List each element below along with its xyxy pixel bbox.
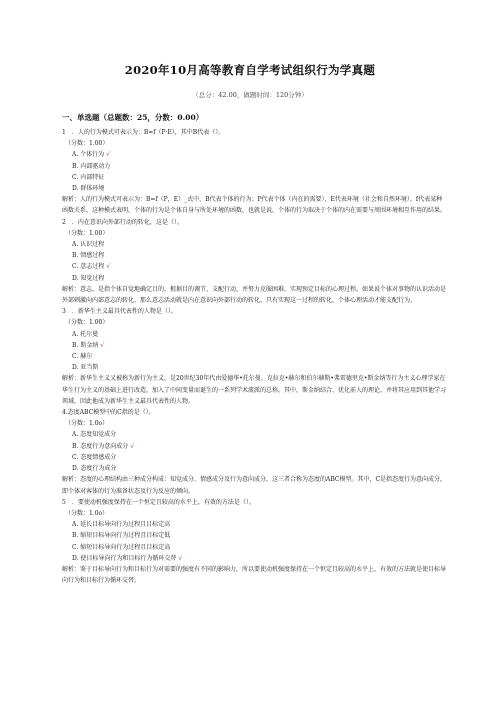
answer-option [62,329,447,340]
answer-option [62,463,447,474]
question-stem: 4.态度ABC模型中的C指的是（）。 [62,409,155,417]
answer-option-text: D. 态度行为成分 [72,465,117,473]
correct-check-icon: √ [100,341,105,349]
question-score: （分数：1.00） [65,140,109,148]
question-stem: 5 ．要使动机强度保持在一个恒定且较高的水平上，有效的方法是（）。 [62,498,255,506]
answer-option-text: C. 缩短目标导向行为过程且目标定高 [72,543,171,551]
answer-explanation: 解析：鉴于目标导向行为和目标行为对需要的强度有不同的影响力，所以要使动机强度保持在一个恒定且较高的水平上，有效的方法就是使目标导向行为和目标行为循环交替。 [62,565,447,585]
answer-option-text: A. 态度知觉成分 [72,431,117,439]
answer-option-text: A. 托尔曼 [72,330,99,338]
answer-option [62,441,447,452]
question-list [62,127,447,586]
answer-option [62,519,447,530]
question-3 [62,306,447,407]
answer-option-text: A. 认识过程 [72,241,105,249]
answer-option-text: A. 延长目标导向行为过程且目标定高 [72,521,171,529]
correct-check-icon: √ [130,442,135,450]
answer-option [62,161,447,172]
correct-check-icon: √ [178,554,183,562]
answer-option-text: C. 态度情感成分 [72,453,117,461]
answer-option [62,340,447,351]
answer-option-text: C. 意志过程 [72,263,105,271]
question-4 [62,407,447,497]
exam-meta: （总分：42.00，做题时间：120分钟） [192,91,308,99]
question-score: （分数：1.0o） [65,509,109,517]
answer-option [62,239,447,250]
question-stem: 1 ．人的行为模式可表示为：B=f（P·E），其中B代表（）。 [62,129,225,136]
answer-explanation: 解析：人的行为模式可表示为：B=f（P，E）_式中，B代表个体的行为；P代表个体（内在的需要），E代表环境（社会和自然环境），f代表某种函数关系，这种模式表明，个体的行为是个体自身与所处环境的函数，也就是说，个体的行为取决于个体的内在需要与周围环境相互作用的结果。 [62,196,447,215]
answer-option [62,351,447,362]
answer-option-text: A. 个体行为 [72,151,105,159]
answer-option-text: B. 缩短目标导向行为过程且目标定低 [72,532,171,540]
question-score: （分数：1.00） [65,319,109,327]
answer-option [62,250,447,261]
answer-option-text: D. 亚当斯 [72,364,99,372]
question-score: （分数：1.00） [65,229,109,237]
correct-check-icon: √ [106,263,111,271]
answer-option-text: B. 态度行为意向成分 [72,442,129,450]
answer-option [62,261,447,272]
question-score: （分数：1.0o） [65,420,109,428]
question-stem: 2 ．内在意识向外部行动的转化，这是（）。 [62,218,183,226]
answer-option [62,542,447,553]
answer-option-text: C. 内部特征 [72,173,105,181]
question-1 [62,127,447,217]
answer-option-text: B. 内部驱动力 [72,162,111,170]
answer-explanation: 解析：新华生主义又被称为新行为主义，是20世纪30年代由爱德华•托尔曼、克拉克•赫尔和伯尔赫斯•弗雷德里克•斯金纳等行为主义心理学家在华生行为主义的基础上进行改造，加入了中间变量而诞生的一系列学术流派的总称。其中，斯金纳结合、优化前人的理论，并将其应用到其他学习领域，因此他成为新华生主义最具代表性的人物。 [62,375,447,405]
answer-option [62,149,447,160]
question-2 [62,217,447,307]
answer-option-text: D. 群体环境 [72,185,105,193]
correct-check-icon: √ [106,151,110,159]
answer-option [62,530,447,541]
answer-option [62,172,447,183]
answer-option [62,362,447,373]
answer-option [62,183,447,194]
answer-explanation: 解析：意志，是指个体自觉地确定目的，根据目的调节、支配行动，并努力克服困难，实现预定目标的心理过程。如果说个体对事物的认识活动是外部刺激向内部意志的转化，那么意志活动就是内在意识向外部行动的转化。只有实现这一过程的转化，个体心理活动才能支配行为。 [62,285,447,305]
answer-option [62,429,447,440]
answer-option [62,452,447,463]
question-5 [62,497,447,587]
answer-option-text: C. 赫尔 [72,353,93,361]
page-title: 2020年10月高等教育自学考试组织行为学真题 [124,63,376,77]
answer-explanation: 解析：态度的心理结构由三种成分构成：知觉成分、情感成分及行为意向成分，这三者合称为态度的ABC模型。其中，C是指态度行为意向成分，即个体对客体的行为准备状态及行为反应的倾向。 [62,476,447,495]
section-heading: 一、单选题（总题数：25，分数：0.00） [62,113,204,122]
answer-option-text: D. 使目标导向行为和目标行为循环交替 [72,554,177,562]
answer-option [62,553,447,564]
answer-option-text: B. 斯金纳 [72,341,99,349]
answer-option-text: B. 情感过程 [72,252,105,260]
answer-option-text: D. 知觉过程 [72,274,105,282]
question-stem: 3 ．新华生主义最具代表性的人物是（）。 [62,308,177,316]
answer-option [62,273,447,284]
